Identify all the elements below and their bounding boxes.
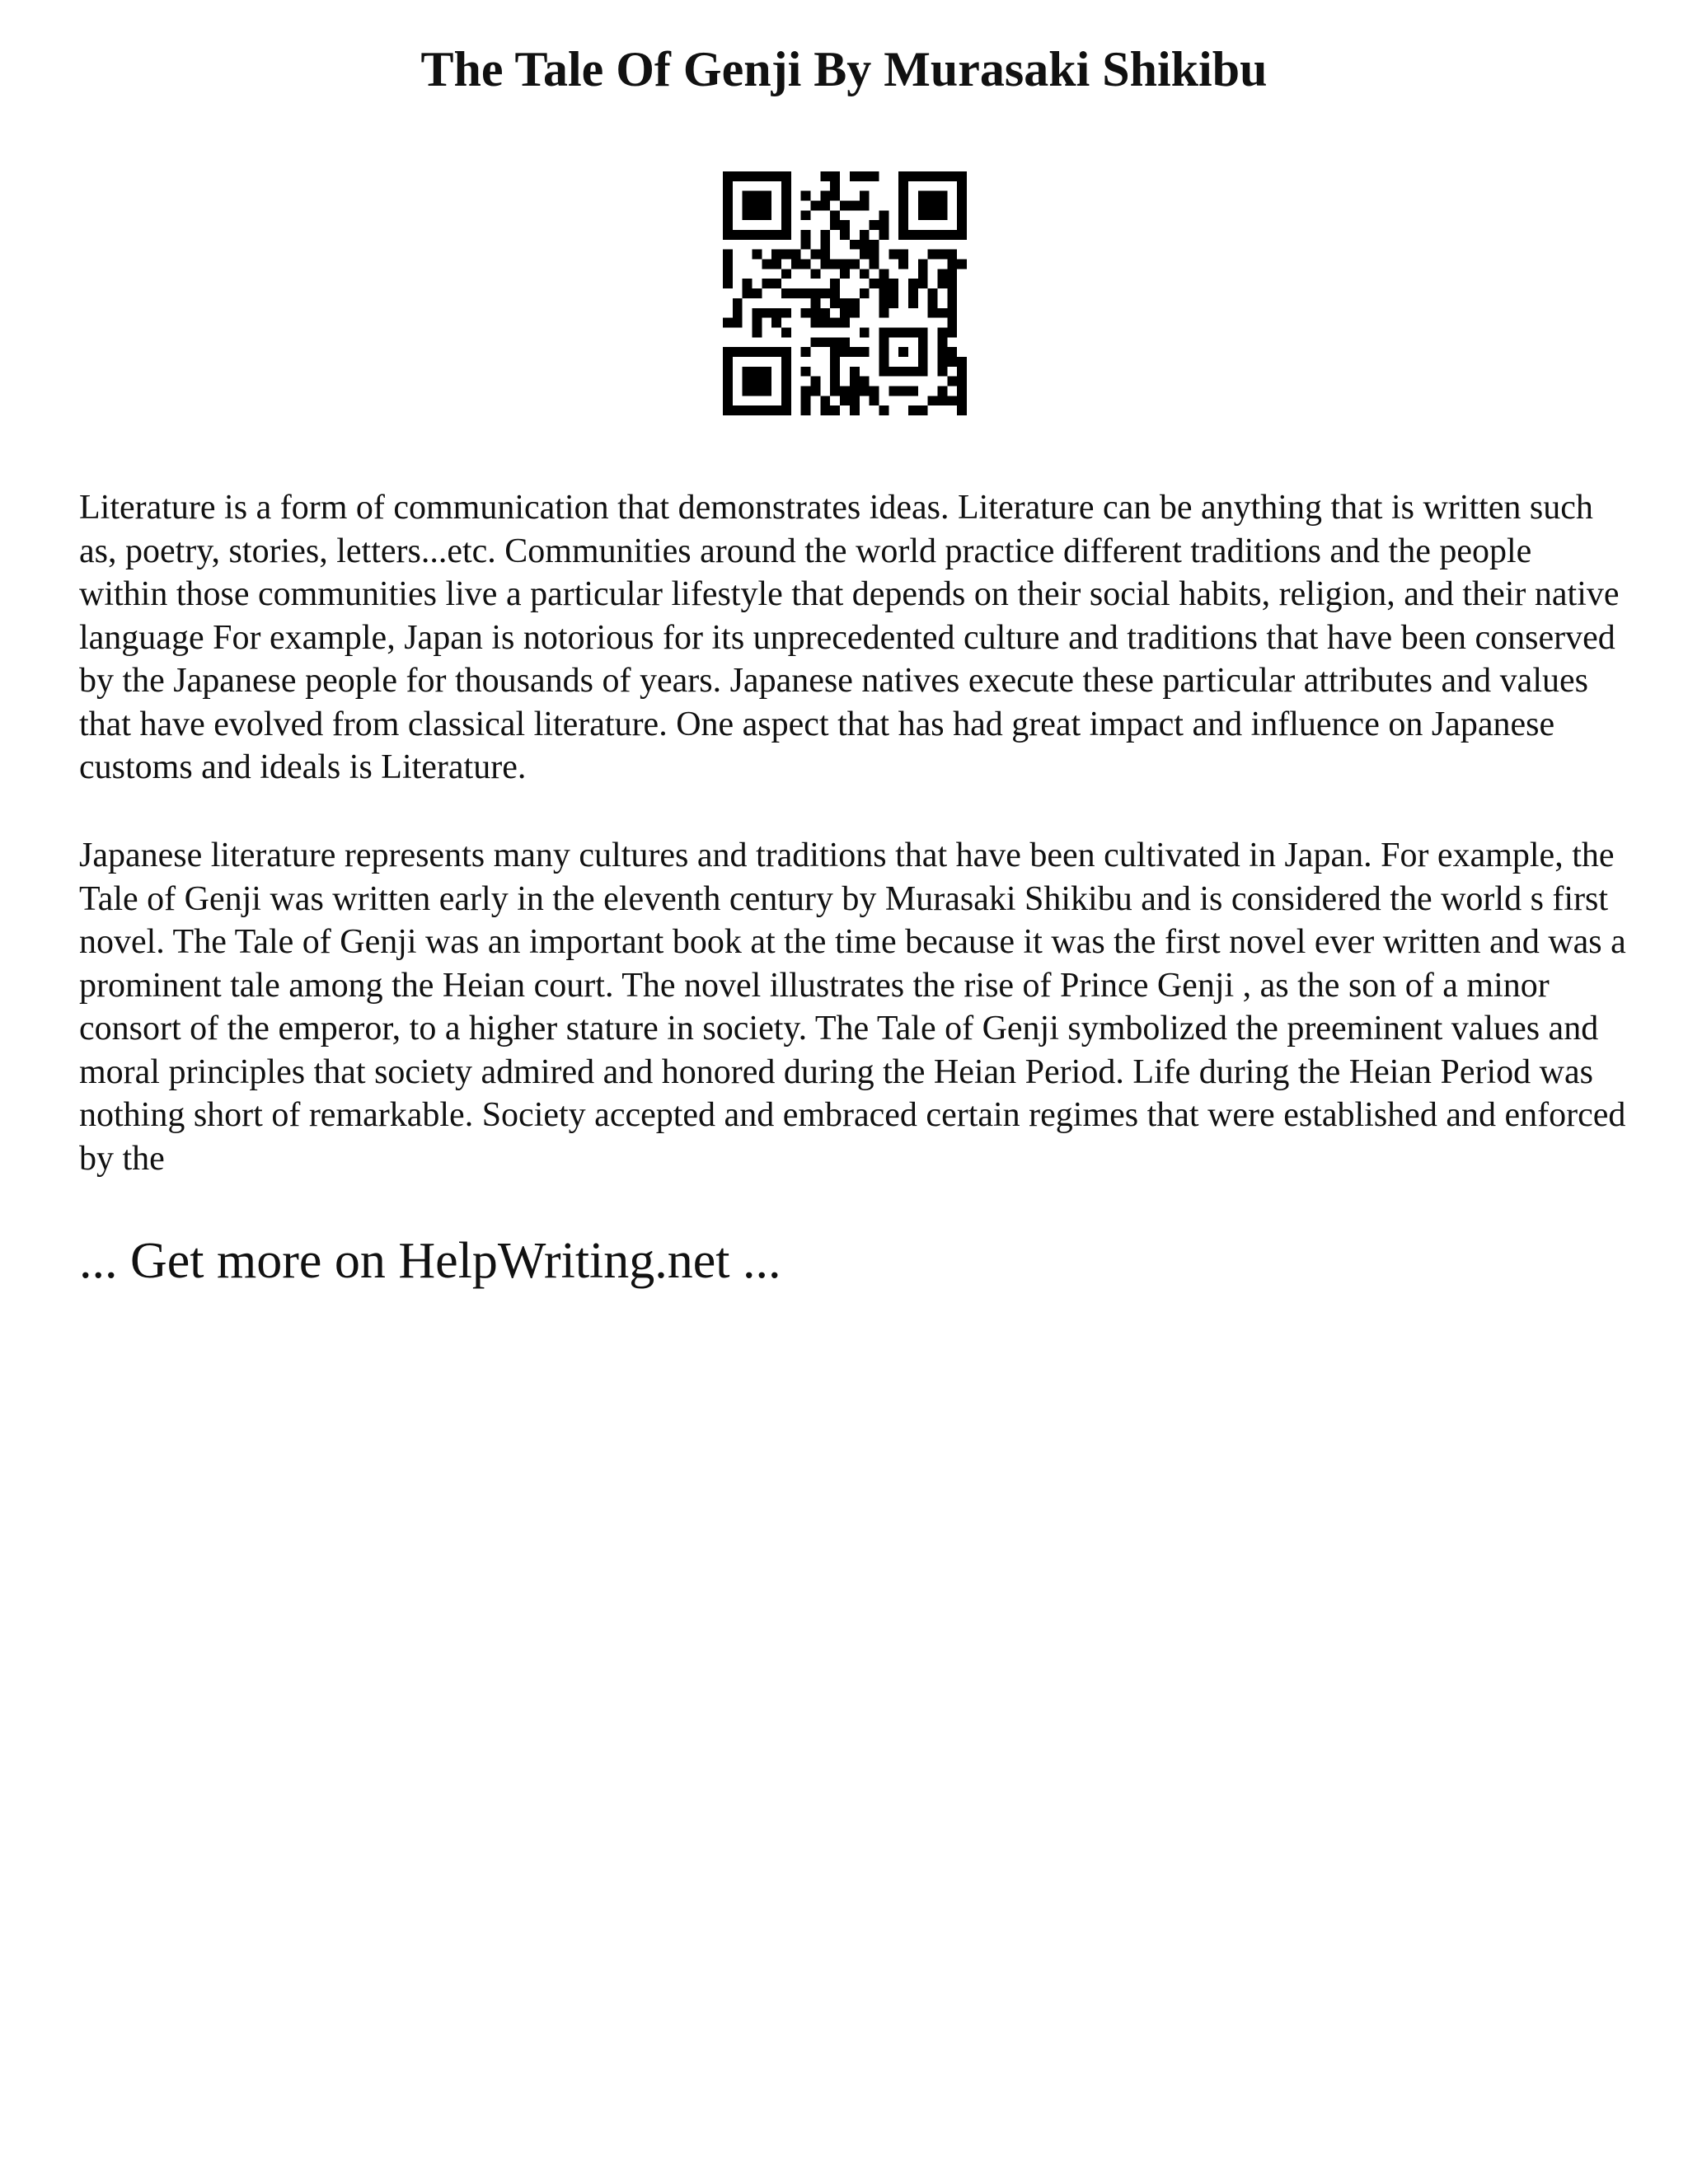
qr-module xyxy=(830,377,840,387)
qr-module xyxy=(937,337,947,347)
qr-module xyxy=(830,210,840,220)
qr-module xyxy=(830,347,840,357)
qr-module xyxy=(860,288,870,298)
qr-module xyxy=(860,201,870,211)
qr-module xyxy=(830,405,840,415)
qr-module xyxy=(830,181,840,191)
qr-module xyxy=(820,308,830,318)
qr-module xyxy=(781,269,791,279)
qr-module xyxy=(771,250,781,260)
qr-module xyxy=(801,308,811,318)
qr-module xyxy=(830,367,840,377)
qr-module xyxy=(870,171,879,181)
qr-module xyxy=(850,377,860,387)
qr-module xyxy=(889,279,898,288)
qr-module xyxy=(801,191,811,201)
qr-module xyxy=(860,269,870,279)
qr-module xyxy=(801,405,811,415)
qr-module xyxy=(811,377,821,387)
qr-module xyxy=(801,240,811,250)
qr-module xyxy=(937,396,947,405)
qr-module xyxy=(820,396,830,405)
qr-module xyxy=(850,367,860,377)
qr-module xyxy=(947,396,957,405)
qr-module xyxy=(811,269,821,279)
qr-module xyxy=(723,250,733,260)
qr-module xyxy=(879,269,889,279)
qr-module xyxy=(918,269,928,279)
qr-module xyxy=(879,220,889,230)
qr-module xyxy=(947,250,957,260)
qr-module xyxy=(820,337,830,347)
qr-module xyxy=(850,405,860,415)
qr-module xyxy=(830,279,840,288)
qr-module xyxy=(753,327,762,337)
qr-module xyxy=(723,269,733,279)
qr-module xyxy=(820,230,830,240)
qr-module xyxy=(860,377,870,387)
qr-module xyxy=(947,269,957,279)
qr-module xyxy=(830,191,840,201)
qr-module xyxy=(937,386,947,396)
qr-module xyxy=(830,357,840,367)
qr-module xyxy=(879,405,889,415)
qr-module xyxy=(957,357,967,367)
qr-module xyxy=(908,288,918,298)
qr-module xyxy=(957,386,967,396)
qr-module xyxy=(840,386,850,396)
qr-module xyxy=(870,386,879,396)
qr-module xyxy=(820,260,830,269)
qr-module xyxy=(830,260,840,269)
qr-module xyxy=(850,386,860,396)
qr-module xyxy=(879,279,889,288)
qr-module xyxy=(801,367,811,377)
qr-module xyxy=(860,191,870,201)
qr-module xyxy=(870,250,879,260)
qr-module xyxy=(820,250,830,260)
qr-module xyxy=(801,230,811,240)
qr-module xyxy=(830,386,840,396)
qr-module xyxy=(840,308,850,318)
qr-module xyxy=(957,367,967,377)
page-title: The Tale Of Genji By Murasaki Shikibu xyxy=(420,42,1268,96)
qr-module xyxy=(957,405,967,415)
qr-module xyxy=(850,171,860,181)
qr-module xyxy=(840,396,850,405)
qr-module xyxy=(801,347,811,357)
qr-module xyxy=(947,318,957,328)
qr-module xyxy=(937,327,947,337)
qr-module xyxy=(781,288,791,298)
qr-module xyxy=(771,260,781,269)
get-more-link[interactable]: ... Get more on HelpWriting.net ... xyxy=(79,1233,781,1289)
qr-module xyxy=(801,386,811,396)
qr-module xyxy=(733,298,743,308)
qr-module xyxy=(723,260,733,269)
qr-module xyxy=(840,269,850,279)
qr-module xyxy=(781,308,791,318)
qr-module xyxy=(918,260,928,269)
qr-module xyxy=(947,288,957,298)
qr-module xyxy=(947,377,957,387)
qr-module xyxy=(908,386,918,396)
qr-module xyxy=(850,298,860,308)
qr-module xyxy=(830,288,840,298)
qr-module xyxy=(743,279,753,288)
qr-module xyxy=(723,279,733,288)
qr-module xyxy=(830,298,840,308)
qr-module xyxy=(928,308,938,318)
qr-module xyxy=(820,288,830,298)
qr-module xyxy=(928,396,938,405)
qr-module xyxy=(753,318,762,328)
qr-module xyxy=(850,396,860,405)
qr-module xyxy=(957,260,967,269)
qr-module xyxy=(957,377,967,387)
qr-module xyxy=(889,386,898,396)
qr-module xyxy=(947,357,957,367)
qr-module xyxy=(937,269,947,279)
qr-module xyxy=(791,260,801,269)
qr-module xyxy=(850,308,860,318)
qr-module xyxy=(937,367,947,377)
qr-module xyxy=(870,260,879,269)
qr-module xyxy=(860,386,870,396)
qr-module xyxy=(753,250,762,260)
qr-module xyxy=(762,308,771,318)
qr-module xyxy=(811,298,821,308)
qr-module xyxy=(762,279,771,288)
qr-module xyxy=(879,288,889,298)
qr-module xyxy=(771,308,781,318)
qr-module xyxy=(947,308,957,318)
qr-module xyxy=(947,298,957,308)
qr-module xyxy=(733,308,743,318)
qr-module xyxy=(947,327,957,337)
qr-module xyxy=(850,240,860,250)
body-paragraph-2: Japanese literature represents many cultures and traditions that have been cultivated in Japan. For example, the Tale of Genji was written early in the eleventh century by Murasaki Shikibu and is considered the world s first novel. The Tale of Genji was an important book at the time because it was the first novel ever written and was a prominent tale among the Heian court. The novel illustrates the rise of Prince Genji , as the son of a minor consort of the emperor, to a higher stature in society. The Tale of Genji symbolized the preeminent values and moral principles that society admired and honored during the Heian Period. Life during the Heian Period was nothing short of remarkable. Society accepted and embraced certain regimes that were established and enforced by the xyxy=(79,837,1626,1178)
qr-module xyxy=(820,405,830,415)
qr-module xyxy=(811,250,821,260)
qr-code-icon xyxy=(723,171,967,415)
qr-module xyxy=(771,318,781,328)
qr-module xyxy=(860,230,870,240)
qr-module xyxy=(811,386,821,396)
qr-module xyxy=(811,201,821,211)
qr-module xyxy=(860,327,870,337)
qr-module xyxy=(879,210,889,220)
qr-module xyxy=(928,250,938,260)
qr-module xyxy=(947,279,957,288)
qr-module xyxy=(879,308,889,318)
qr-module xyxy=(937,357,947,367)
qr-module xyxy=(937,347,947,357)
qr-module xyxy=(840,318,850,328)
qr-module xyxy=(762,260,771,269)
qr-module xyxy=(830,220,840,230)
qr-module xyxy=(840,337,850,347)
qr-module xyxy=(928,288,938,298)
qr-module xyxy=(840,260,850,269)
qr-module xyxy=(791,250,801,260)
qr-module xyxy=(840,201,850,211)
qr-module xyxy=(870,220,879,230)
qr-module xyxy=(743,288,753,298)
qr-module xyxy=(918,405,928,415)
qr-module xyxy=(723,318,733,328)
qr-module xyxy=(870,396,879,405)
qr-module xyxy=(820,201,830,211)
qr-module xyxy=(830,337,840,347)
qr-module xyxy=(753,288,762,298)
qr-module xyxy=(908,279,918,288)
qr-module xyxy=(889,250,898,260)
qr-module xyxy=(820,318,830,328)
qr-module xyxy=(801,288,811,298)
qr-module xyxy=(918,279,928,288)
qr-module xyxy=(947,260,957,269)
qr-module xyxy=(820,171,830,181)
qr-module xyxy=(860,250,870,260)
qr-module xyxy=(898,386,908,396)
qr-module xyxy=(840,230,850,240)
qr-module xyxy=(801,210,811,220)
qr-module xyxy=(860,347,870,357)
qr-module xyxy=(781,250,791,260)
qr-module xyxy=(840,220,850,230)
qr-module xyxy=(791,288,801,298)
qr-module xyxy=(830,318,840,328)
qr-module xyxy=(811,288,821,298)
qr-module xyxy=(801,260,811,269)
qr-module xyxy=(928,298,938,308)
qr-module xyxy=(870,240,879,250)
qr-module xyxy=(957,396,967,405)
qr-module xyxy=(947,347,957,357)
qr-module xyxy=(811,318,821,328)
qr-module xyxy=(801,396,811,405)
body-paragraph-1: Literature is a form of communication that demonstrates ideas. Literature can be anything that is written such as, poetry, stories, letters...etc. Communities around the world practice different traditions and the people within those communities live a particular lifestyle that depends on their social habits, religion, and their native language For example, Japan is notorious for its unprecedented culture and traditions that have been conserved by the Japanese people for thousands of years. Japanese natives execute these particular attributes and values that have evolved from classical literature. One aspect that has had great impact and influence on Japanese customs and ideals is Literature. xyxy=(79,489,1620,786)
qr-module xyxy=(781,327,791,337)
qr-module xyxy=(889,288,898,298)
qr-module xyxy=(850,201,860,211)
qr-module xyxy=(937,279,947,288)
qr-module xyxy=(889,298,898,308)
qr-module xyxy=(771,279,781,288)
qr-module xyxy=(860,240,870,250)
qr-module xyxy=(898,260,908,269)
qr-module xyxy=(850,347,860,357)
qr-module xyxy=(820,240,830,250)
qr-module xyxy=(811,308,821,318)
qr-module xyxy=(860,171,870,181)
qr-module xyxy=(937,250,947,260)
qr-module xyxy=(733,318,743,328)
qr-module xyxy=(908,298,918,308)
qr-module xyxy=(830,171,840,181)
qr-module xyxy=(908,405,918,415)
qr-module xyxy=(811,337,821,347)
qr-module xyxy=(753,308,762,318)
qr-module xyxy=(879,298,889,308)
qr-module xyxy=(820,191,830,201)
qr-module xyxy=(870,279,879,288)
qr-module xyxy=(898,250,908,260)
qr-module xyxy=(937,308,947,318)
qr-module xyxy=(840,347,850,357)
qr-module xyxy=(879,230,889,240)
qr-module xyxy=(850,260,860,269)
qr-module xyxy=(840,298,850,308)
